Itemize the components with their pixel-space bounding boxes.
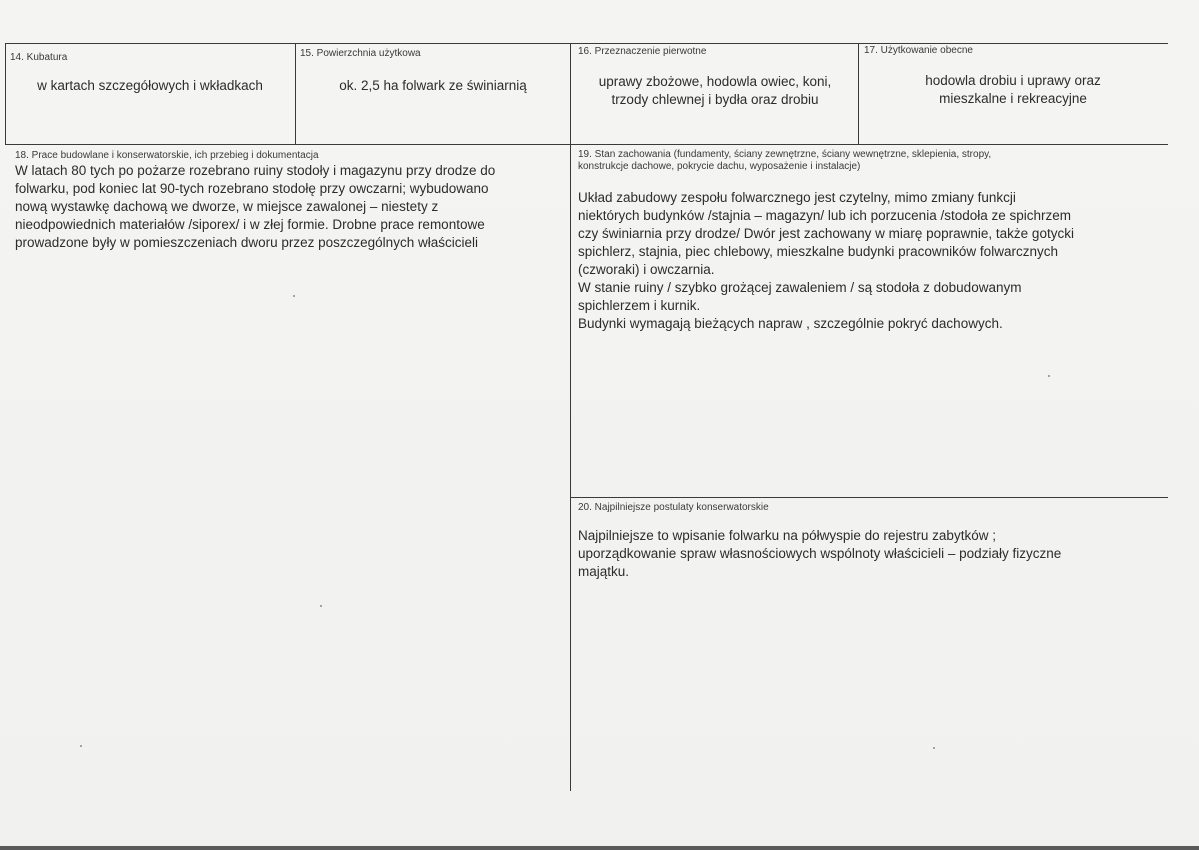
- main-col-divider: [570, 43, 571, 791]
- field-18-label: 18. Prace budowlane i konserwatorskie, ich przebieg i dokumentacja: [15, 150, 319, 161]
- field-19-line: spichlerzem i kurnik.: [578, 298, 701, 313]
- scan-speck: [320, 605, 322, 607]
- field-17-value: [862, 72, 1164, 108]
- field-17-value-line: hodowla drobiu i uprawy oraz: [925, 73, 1101, 88]
- field-14-label: 14. Kubatura: [10, 52, 68, 63]
- field-19-label-line: 19. Stan zachowania (fundamenty, ściany zewnętrzne, ściany wewnętrzne, sklepienia, stropy,: [578, 149, 992, 160]
- scan-speck: [80, 745, 82, 747]
- field-18-line: W latach 80 tych po pożarze rozebrano ruiny stodoły i magazynu przy drodze do: [15, 163, 496, 178]
- field-19-line: czy świniarnia przy drodze/ Dwór jest zachowany w miarę poprawnie, także gotycki: [578, 226, 1074, 241]
- field-19-line: (czworaki) i owczarnia.: [578, 262, 715, 277]
- field-20-line: Najpilniejsze to wpisanie folwarku na półwyspie do rejestru zabytków ;: [578, 528, 996, 543]
- top-rule: [5, 43, 1168, 44]
- field-19-line: Budynki wymagają bieżących napraw , szczególnie pokryć dachowych.: [578, 316, 1003, 331]
- field-15-label: 15. Powierzchnia użytkowa: [300, 48, 421, 59]
- field-17-value-line: mieszkalne i rekreacyjne: [939, 91, 1087, 106]
- field-19-label: [578, 149, 991, 173]
- col-divider-14-15: [295, 43, 296, 145]
- section-20-divider: [570, 497, 1168, 498]
- field-19-label-line: konstrukcje dachowe, pokrycie dachu, wyposażenie i instalacje): [578, 161, 861, 172]
- field-20-line: uporządkowanie spraw własnościowych wspólnoty właścicieli – podziały fizyczne: [578, 546, 1062, 561]
- field-19-line: spichlerz, stajnia, piec chlebowy, mieszkalne budynki pracowników folwarcznych: [578, 244, 1058, 259]
- field-18-line: nową wystawkę dachową we dworze, w miejsce zawalonej – niestety z: [15, 199, 439, 214]
- scan-speck: [293, 295, 295, 297]
- scan-speck: [933, 747, 935, 749]
- scan-speck: [1048, 375, 1050, 377]
- field-18-line: nieodpowiednich materiałów /siporex/ i w złej formie. Drobne prace remontowe: [15, 217, 485, 232]
- row-divider: [5, 144, 1168, 145]
- field-16-label: 16. Przeznaczenie pierwotne: [578, 46, 707, 57]
- field-18-line: folwarku, pod koniec lat 90-tych rozebrano stodołę przy owczarni; wybudowano: [15, 181, 489, 196]
- field-19-text: [578, 189, 1166, 333]
- field-19-line: Układ zabudowy zespołu folwarcznego jest czytelny, mimo zmiany funkcji: [578, 190, 1016, 205]
- field-16-value-line: uprawy zbożowe, hodowla owiec, koni,: [598, 74, 832, 89]
- field-16-value-line: trzody chlewnej i bydła oraz drobiu: [611, 92, 819, 107]
- field-15-value: ok. 2,5 ha folwark ze świniarnią: [339, 78, 527, 93]
- field-18-line: prowadzone były w pomieszczeniach dworu przez poszczególnych właścicieli: [15, 235, 478, 250]
- field-19-line: W stanie ruiny / szybko grożącej zawaleniem / są stodoła z dobudowanym: [578, 280, 1022, 295]
- col-divider-16-17: [858, 43, 859, 145]
- field-17-label: 17. Użytkowanie obecne: [864, 45, 973, 56]
- field-19-line: niektórych budynków /stajnia – magazyn/ lub ich porzucenia /stodoła ze spichrzem: [578, 208, 1072, 223]
- field-20-text: [578, 527, 1166, 581]
- scan-bottom-edge: [0, 846, 1199, 850]
- field-14-value: w kartach szczegółowych i wkładkach: [37, 78, 263, 93]
- field-18-text: [15, 162, 567, 252]
- left-border: [5, 43, 6, 145]
- field-20-line: majątku.: [578, 564, 630, 579]
- field-16-value: [574, 73, 856, 109]
- field-20-label: 20. Najpilniejsze postulaty konserwatorskie: [578, 502, 769, 513]
